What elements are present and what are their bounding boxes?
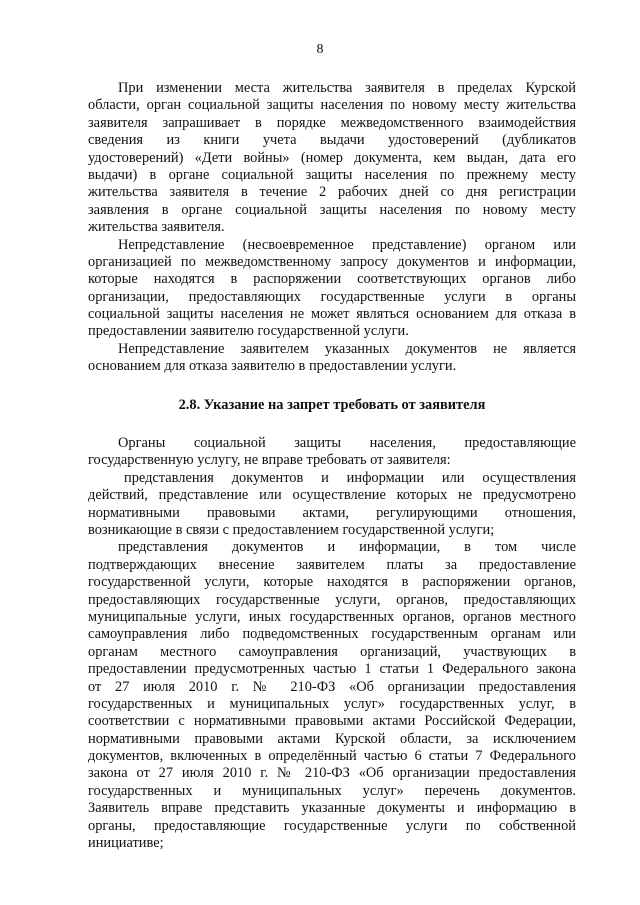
paragraph-non-submission-by-applicant	[88, 341, 576, 376]
text-line: организацией по межведомственному запросу документов и информации,	[88, 253, 576, 270]
text-line: возникающие в связи с предоставлением государственной услуги;	[88, 521, 495, 538]
text-line: государственных и муниципальных услуг» государственных услуг, в	[88, 695, 576, 712]
text-line: заявления в органе социальной защиты населения по новому месту	[88, 201, 576, 218]
text-line: социальной защиты населения не может являться основанием для отказа в	[88, 306, 576, 323]
text-line: заявителя запрашивает в порядке межведомственного взаимодействия	[88, 114, 576, 131]
text-line: подтверждающих внесение заявителем платы за предоставление	[88, 556, 576, 573]
document-body	[88, 80, 576, 852]
text-line: государственную услугу, не вправе требовать от заявителя:	[88, 452, 451, 469]
section-heading: 2.8. Указание на запрет требовать от заявителя	[178, 396, 486, 413]
text-line: жительства заявителя.	[88, 219, 225, 236]
page-number: 8	[316, 42, 324, 57]
text-line: соответствии с нормативными правовыми актами Российской Федерации,	[88, 713, 576, 730]
text-line: нормативными правовыми актами, регулирующими отношения,	[88, 504, 576, 521]
text-line: действий, представление или осуществление которых не предусмотрено	[88, 487, 576, 504]
text-line: закона от 27 июля 2010 г. № 210-ФЗ «Об организации предоставления	[88, 765, 576, 782]
paragraph-prohibition-item-2	[88, 539, 576, 852]
text-line: представления документов и информации или осуществления	[124, 469, 576, 486]
text-line: органы, предоставляющие государственные услуги по собственной	[88, 817, 576, 834]
text-line: области, орган социальной защиты населения по новому месту жительства	[88, 97, 576, 114]
paragraph-prohibition-item-1	[88, 470, 576, 540]
text-line: от 27 июля 2010 г. № 210-ФЗ «Об организации предоставления	[88, 678, 576, 695]
text-line: жительства заявителя в течение 2 рабочих дней со дня регистрации	[88, 184, 576, 201]
text-line: государственных и муниципальных услуг» перечень документов.	[88, 782, 576, 799]
text-line: предоставляющих государственные услуги, органов, предоставляющих	[88, 591, 576, 608]
text-line: При изменении места жительства заявителя в пределах Курской	[118, 80, 576, 96]
text-line: самоуправления либо подведомственных государственным органам или	[88, 626, 576, 643]
text-line: инициативе;	[88, 835, 164, 852]
text-line: муниципальные услуги, иных государственных органов, органов местного	[88, 608, 576, 625]
paragraph-residence-change	[88, 80, 576, 237]
text-line: Непредставление заявителем указанных документов не является	[118, 340, 576, 357]
text-line: Органы социальной защиты населения, предоставляющие	[118, 435, 576, 452]
text-line: которые находятся в распоряжении соответствующих органов либо	[88, 271, 576, 288]
text-line: органам местного самоуправления организаций, участвующих в	[88, 643, 576, 660]
paragraph-prohibition-intro	[88, 435, 576, 470]
text-line: представления документов и информации, в том числе	[118, 539, 576, 556]
text-line: предоставлении предусмотренных частью 1 статьи 1 Федерального закона	[88, 661, 576, 678]
text-line: организации, предоставляющих государственные услуги в органы	[88, 288, 576, 305]
text-line: документов, включенных в определённый частью 6 статьи 7 Федерального	[88, 748, 576, 765]
text-line: Непредставление (несвоевременное представление) органом или	[118, 236, 576, 253]
text-line: предоставлении заявителю государственной услуги.	[88, 323, 409, 340]
text-line: государственной услуги, которые находятся в распоряжении органов,	[88, 574, 576, 591]
text-line: основанием для отказа заявителю в предоставлении услуги.	[88, 358, 457, 375]
text-line: удостоверений) «Дети войны» (номер документа, кем выдан, дата его	[88, 149, 576, 166]
text-line: Заявитель вправе представить указанные документы и информацию в	[88, 800, 576, 817]
paragraph-non-submission-by-agency	[88, 237, 576, 341]
text-line: нормативными правовыми актами Курской области, за исключением	[88, 730, 576, 747]
text-line: выдачи) в органе социальной защиты населения по прежнему месту	[88, 166, 576, 183]
text-line: сведения из книги учета выдачи удостоверений (дубликатов	[88, 132, 576, 149]
